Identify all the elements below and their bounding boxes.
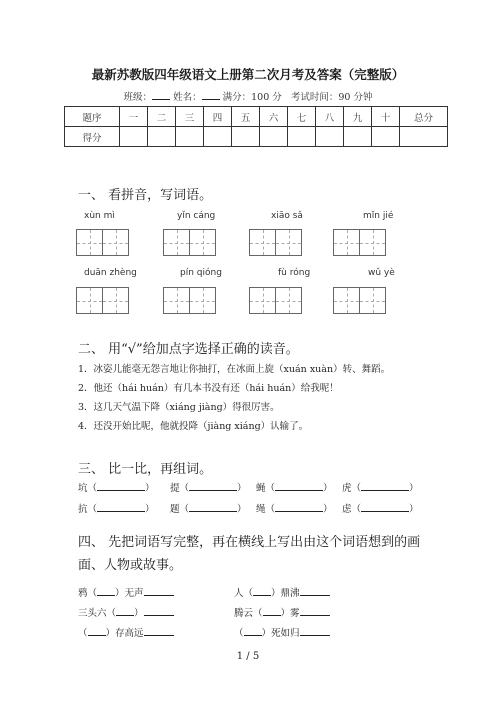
score-cell: 六 bbox=[260, 107, 288, 127]
idiom-answer-line[interactable] bbox=[144, 626, 174, 636]
tian-cell[interactable] bbox=[333, 287, 360, 314]
score-cell: 八 bbox=[316, 107, 344, 127]
idiom-pre: 三头六（ bbox=[78, 608, 117, 619]
score-cell: 一 bbox=[120, 107, 148, 127]
question-line: 3．这几天气温下降（xiáng jiàng）得很厉害。 bbox=[78, 402, 280, 413]
tian-cell[interactable] bbox=[359, 287, 386, 314]
name-blank[interactable] bbox=[202, 90, 220, 100]
pinyin-label: duān zhèng bbox=[84, 268, 137, 278]
class-blank[interactable] bbox=[152, 90, 170, 100]
idiom-item bbox=[234, 585, 330, 599]
pinyin-label: yǐn cáng bbox=[177, 211, 216, 221]
compare-row: 抗（ ） 题（ ） 绳（ ） 虑（ ） bbox=[78, 504, 419, 515]
pinyin-label: pín qióng bbox=[180, 268, 222, 278]
tian-grid[interactable] bbox=[163, 287, 215, 314]
tian-cell[interactable] bbox=[359, 229, 386, 256]
score-input-cell[interactable] bbox=[400, 127, 448, 147]
idiom-blank[interactable] bbox=[97, 586, 115, 596]
tian-cell[interactable] bbox=[102, 287, 129, 314]
exam-time: 考试时间：90 分钟 bbox=[290, 92, 373, 103]
idiom-pre: 鸦（ bbox=[78, 588, 98, 599]
answer-blank[interactable] bbox=[275, 481, 323, 491]
score-input-cell[interactable] bbox=[372, 127, 400, 147]
score-cell: 题序 bbox=[65, 107, 120, 127]
tian-grid[interactable] bbox=[333, 287, 385, 314]
idiom-blank[interactable] bbox=[263, 606, 281, 616]
answer-blank[interactable] bbox=[97, 481, 145, 491]
class-label: 班级： bbox=[123, 92, 153, 103]
pinyin-label: xùn mì bbox=[84, 211, 115, 221]
tian-grid[interactable] bbox=[249, 229, 301, 256]
exam-info bbox=[0, 89, 496, 103]
tian-cell[interactable] bbox=[163, 287, 190, 314]
idiom-pre: 人（ bbox=[234, 588, 254, 599]
tian-grid[interactable] bbox=[76, 229, 128, 256]
idiom-item bbox=[78, 625, 174, 639]
tian-cell[interactable] bbox=[275, 229, 302, 256]
score-input-cell[interactable] bbox=[204, 127, 232, 147]
score-table-score-row bbox=[65, 127, 448, 147]
idiom-blank[interactable] bbox=[244, 626, 262, 636]
score-table bbox=[64, 106, 448, 147]
pinyin-label: mǐn jié bbox=[363, 211, 394, 221]
compare-row: 坑（ ） 提（ ） 蝇（ ） 虎（ ） bbox=[78, 483, 419, 494]
pinyin-label: xiāo sǎ bbox=[271, 211, 303, 221]
compare-char: 坑 bbox=[78, 483, 88, 494]
idiom-blank[interactable] bbox=[88, 626, 106, 636]
score-input-cell[interactable] bbox=[288, 127, 316, 147]
score-input-cell[interactable] bbox=[232, 127, 260, 147]
idiom-answer-line[interactable] bbox=[300, 626, 330, 636]
page-number: 1 / 5 bbox=[236, 651, 260, 662]
idiom-pre: （ bbox=[78, 628, 88, 639]
question-line: 1．冰姿儿能毫无怨言地让你抽打，在冰面上旋（xuán xuàn）转、舞蹈。 bbox=[78, 364, 391, 375]
answer-blank[interactable] bbox=[189, 481, 237, 491]
page-title: 最新苏教版四年级语文上册第二次月考及答案（完整版） bbox=[91, 67, 405, 82]
name-label: 姓名： bbox=[173, 92, 202, 103]
score-input-cell[interactable] bbox=[344, 127, 372, 147]
idiom-post: ）鼎沸 bbox=[271, 588, 300, 599]
idiom-post: ）死如归 bbox=[261, 628, 300, 639]
tian-cell[interactable] bbox=[275, 287, 302, 314]
idiom-answer-line[interactable] bbox=[300, 586, 330, 596]
answer-blank[interactable] bbox=[97, 502, 145, 512]
tian-cell[interactable] bbox=[189, 229, 216, 256]
idiom-item bbox=[78, 605, 174, 619]
idiom-answer-line[interactable] bbox=[144, 586, 174, 596]
tian-cell[interactable] bbox=[76, 229, 103, 256]
compare-char: 绳 bbox=[256, 504, 266, 515]
question-line: 4．还没开始比呢，他就投降（jiàng xiáng）认输了。 bbox=[78, 421, 309, 432]
compare-char: 蝇 bbox=[256, 483, 266, 494]
compare-char: 抗 bbox=[78, 504, 88, 515]
score-cell: 四 bbox=[204, 107, 232, 127]
score-cell: 三 bbox=[176, 107, 204, 127]
idiom-pre: 腾云（ bbox=[234, 608, 263, 619]
score-table-header-row bbox=[65, 107, 448, 127]
tian-cell[interactable] bbox=[76, 287, 103, 314]
idiom-item bbox=[78, 585, 174, 599]
tian-cell[interactable] bbox=[102, 229, 129, 256]
idiom-blank[interactable] bbox=[116, 606, 134, 616]
idiom-post: ） bbox=[134, 608, 144, 619]
score-input-cell[interactable] bbox=[176, 127, 204, 147]
score-row-label: 得分 bbox=[65, 127, 120, 147]
tian-grid[interactable] bbox=[333, 229, 385, 256]
score-cell: 二 bbox=[148, 107, 176, 127]
idiom-post: ）无声 bbox=[115, 588, 144, 599]
score-cell: 五 bbox=[232, 107, 260, 127]
score-input-cell[interactable] bbox=[120, 127, 148, 147]
tian-cell[interactable] bbox=[249, 287, 276, 314]
section4-heading: 四、 先把词语写完整，再在横线上写出由这个词语想到的画面、人物或故事。 bbox=[78, 535, 421, 573]
full-score: 满分：100 分 bbox=[222, 92, 282, 103]
score-cell: 总分 bbox=[400, 107, 448, 127]
idiom-blank[interactable] bbox=[253, 586, 271, 596]
score-input-cell[interactable] bbox=[316, 127, 344, 147]
score-cell: 十 bbox=[372, 107, 400, 127]
compare-char: 提 bbox=[170, 483, 180, 494]
idiom-answer-line[interactable] bbox=[300, 606, 330, 616]
tian-grid[interactable] bbox=[163, 229, 215, 256]
tian-grid[interactable] bbox=[76, 287, 128, 314]
compare-char: 题 bbox=[170, 504, 180, 515]
answer-blank[interactable] bbox=[361, 502, 409, 512]
question-line: 2．他还（hái huán）有几本书没有还（hái huán）给我呢！ bbox=[78, 383, 339, 394]
score-input-cell[interactable] bbox=[148, 127, 176, 147]
answer-blank[interactable] bbox=[189, 502, 237, 512]
tian-cell[interactable] bbox=[249, 229, 276, 256]
idiom-item bbox=[234, 625, 330, 639]
score-cell: 七 bbox=[288, 107, 316, 127]
score-input-cell[interactable] bbox=[260, 127, 288, 147]
idiom-pre: （ bbox=[234, 628, 244, 639]
tian-grid[interactable] bbox=[249, 287, 301, 314]
tian-cell[interactable] bbox=[333, 229, 360, 256]
section3-heading: 三、 比一比，再组词。 bbox=[78, 462, 213, 477]
tian-cell[interactable] bbox=[189, 287, 216, 314]
tian-cell[interactable] bbox=[163, 229, 190, 256]
section2-heading: 二、 用“√”给加点字选择正确的读音。 bbox=[78, 342, 299, 357]
score-cell: 九 bbox=[344, 107, 372, 127]
compare-char: 虎 bbox=[342, 483, 352, 494]
pinyin-label: fù róng bbox=[278, 268, 311, 278]
answer-blank[interactable] bbox=[361, 481, 409, 491]
compare-char: 虑 bbox=[342, 504, 352, 515]
idiom-answer-line[interactable] bbox=[144, 606, 174, 616]
section1-heading: 一、 看拼音，写词语。 bbox=[78, 188, 213, 203]
idiom-item bbox=[234, 605, 330, 619]
pinyin-label: wǔ yè bbox=[368, 268, 395, 278]
answer-blank[interactable] bbox=[275, 502, 323, 512]
idiom-post: ）雾 bbox=[280, 608, 300, 619]
idiom-post: ）存高远 bbox=[105, 628, 144, 639]
